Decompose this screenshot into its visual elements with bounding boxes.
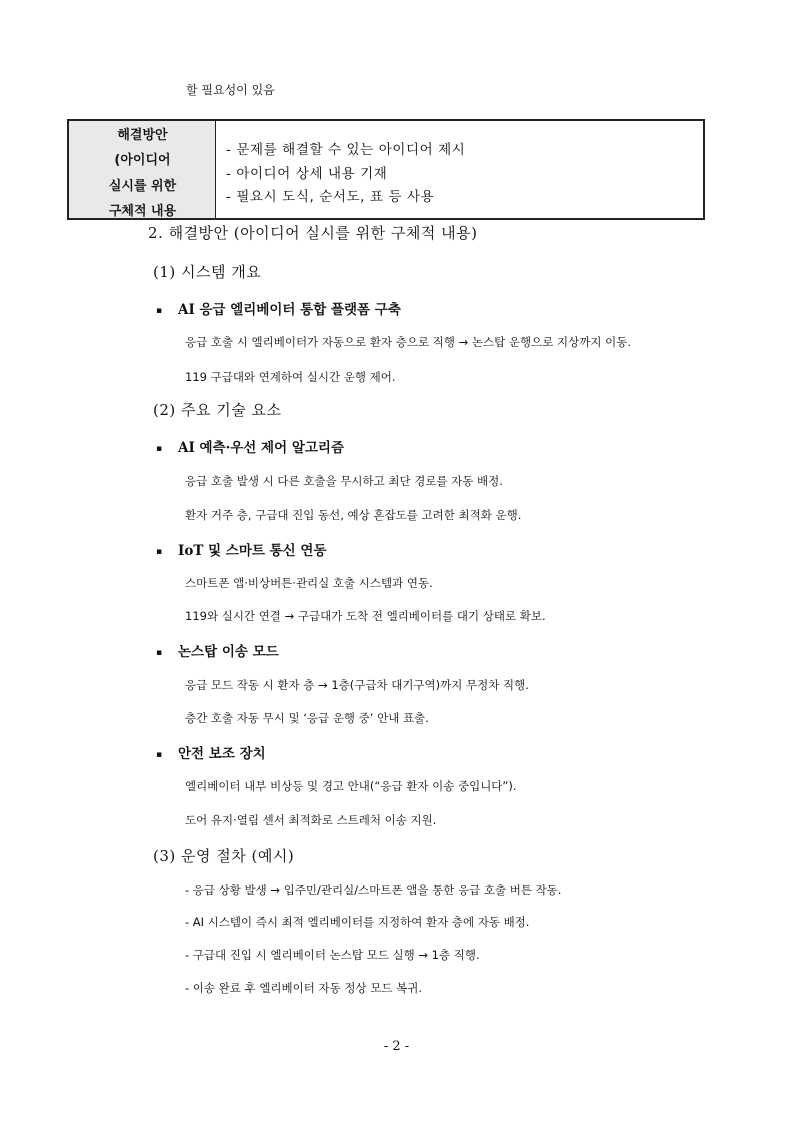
table-content-line: - 문제를 해결할 수 있는 아이디어 제시 bbox=[226, 142, 466, 158]
subsection-title: (1) 시스템 개요 bbox=[153, 263, 262, 281]
section-title: 2. 해결방안 (아이디어 실시를 위한 구체적 내용) bbox=[148, 224, 478, 242]
bullet-heading-text: 논스탑 이송 모드 bbox=[178, 644, 279, 660]
body-line: 도어 유지·열림 센서 최적화로 스트레처 이송 지원. bbox=[185, 813, 437, 827]
bullet-heading bbox=[156, 298, 401, 318]
table-label-line: 실시를 위한 bbox=[108, 179, 177, 194]
table-label-line: 구체적 내용 bbox=[108, 204, 177, 219]
page-number: - 2 - bbox=[383, 1039, 410, 1054]
instruction-table bbox=[67, 119, 705, 220]
bullet-heading-text: 안전 보조 장치 bbox=[178, 746, 266, 762]
table-content-line: - 아이디어 상세 내용 기재 bbox=[226, 166, 388, 182]
table-label-line: 해결방안 bbox=[117, 128, 168, 143]
bullet-icon: ▪ bbox=[156, 443, 163, 454]
procedure-step: - 이송 완료 후 엘리베이터 자동 정상 모드 복귀. bbox=[185, 981, 423, 995]
procedure-step: - 응급 상황 발생 → 입주민/관리실/스마트폰 앱을 통한 응급 호출 버튼 작동. bbox=[185, 883, 562, 897]
bullet-heading-text: IoT 및 스마트 통신 연동 bbox=[178, 543, 327, 559]
body-line: 응급 호출 시 엘리베이터가 자동으로 환자 층으로 직행 → 논스탑 운행으로 지상까지 이동. bbox=[185, 335, 631, 349]
body-line: 응급 호출 발생 시 다른 호출을 무시하고 최단 경로를 자동 배정. bbox=[185, 474, 503, 488]
table-label-line: (아이디어 bbox=[114, 153, 171, 168]
bullet-heading-text: AI 예측·우선 제어 알고리즘 bbox=[178, 440, 344, 456]
bullet-heading bbox=[156, 742, 266, 762]
body-line: 스마트폰 앱·비상버튼·관리실 호출 시스템과 연동. bbox=[185, 576, 433, 590]
body-line: 응급 모드 작동 시 환자 층 → 1층(구급차 대기구역)까지 무정차 직행. bbox=[185, 678, 529, 692]
table-content-line: - 필요시 도식, 순서도, 표 등 사용 bbox=[226, 189, 435, 205]
bullet-icon: ▪ bbox=[156, 647, 163, 658]
procedure-step: - 구급대 진입 시 엘리베이터 논스탑 모드 실행 → 1층 직행. bbox=[185, 948, 480, 962]
top-note: 할 필요성이 있음 bbox=[186, 83, 275, 97]
body-line: 119 구급대와 연계하여 실시간 운행 제어. bbox=[185, 370, 396, 384]
subsection-title: (2) 주요 기술 요소 bbox=[153, 401, 282, 419]
bullet-heading bbox=[156, 436, 344, 456]
table-label-cell bbox=[69, 121, 216, 218]
bullet-heading bbox=[156, 539, 327, 559]
bullet-heading-text: AI 응급 엘리베이터 통합 플랫폼 구축 bbox=[178, 302, 401, 318]
body-line: 층간 호출 자동 무시 및 ‘응급 운행 중’ 안내 표출. bbox=[185, 711, 429, 725]
bullet-icon: ▪ bbox=[156, 749, 163, 760]
body-line: 엘리베이터 내부 비상등 및 경고 안내(“응급 환자 이송 중입니다”). bbox=[185, 779, 517, 793]
bullet-heading bbox=[156, 640, 279, 660]
subsection-title: (3) 운영 절차 (예시) bbox=[153, 847, 295, 865]
body-line: 119와 실시간 연결 → 구급대가 도착 전 엘리베이터를 대기 상태로 확보. bbox=[185, 609, 546, 623]
bullet-icon: ▪ bbox=[156, 546, 163, 557]
procedure-step: - AI 시스템이 즉시 최적 엘리베이터를 지정하여 환자 층에 자동 배정. bbox=[185, 915, 530, 929]
bullet-icon: ▪ bbox=[156, 305, 163, 316]
body-line: 환자 거주 층, 구급대 진입 동선, 예상 혼잡도를 고려한 최적화 운행. bbox=[185, 508, 522, 522]
